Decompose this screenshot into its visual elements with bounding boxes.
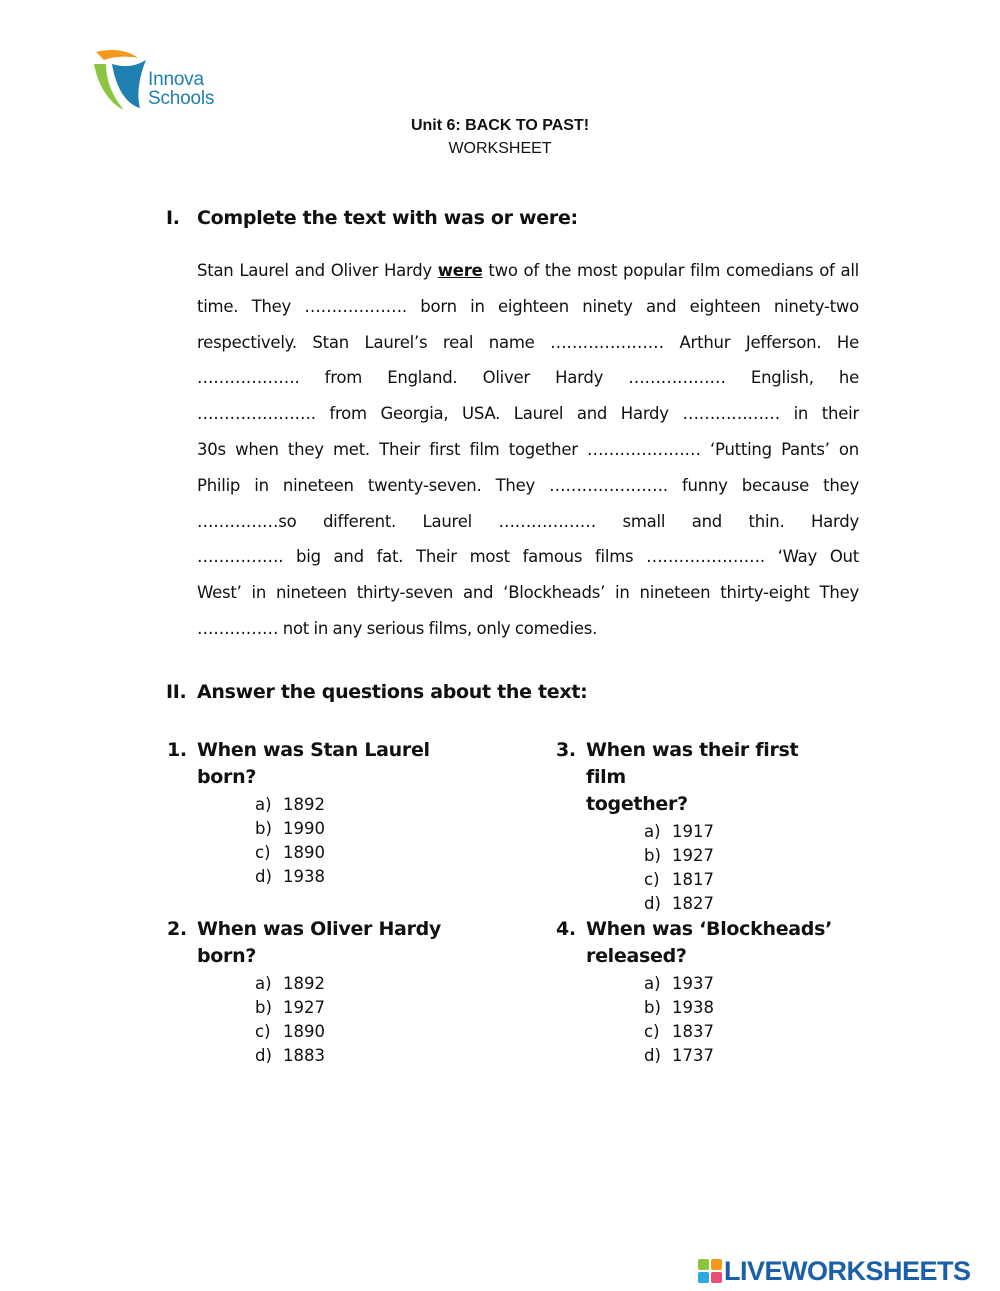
option-letter: d) [255, 867, 272, 886]
question-title [556, 916, 836, 970]
passage-line: …………… not in any serious films, only comedies. [197, 618, 598, 638]
passage-line: …………………. from Georgia, USA. Laurel and Hardy ……………… in their [197, 404, 859, 424]
question-text-line: When was Stan Laurel [197, 739, 430, 761]
option-value: 1837 [672, 1022, 714, 1041]
option-letter: d) [644, 894, 661, 913]
option-letter: c) [644, 870, 660, 889]
passage-line: ………………. from England. Oliver Hardy ……………… English, he [197, 368, 859, 388]
option-value: 1737 [672, 1046, 714, 1065]
option[interactable] [644, 972, 836, 996]
question-title [556, 737, 836, 818]
option[interactable] [255, 1044, 447, 1068]
option-value: 1990 [283, 819, 325, 838]
option-list [644, 820, 836, 916]
option[interactable] [255, 865, 447, 889]
option-value: 1883 [283, 1046, 325, 1065]
question-4 [556, 916, 836, 1068]
option[interactable] [644, 844, 836, 868]
option[interactable] [644, 892, 836, 916]
liveworksheets-icon [698, 1259, 722, 1283]
question-text-line: born? [197, 766, 257, 788]
watermark-text: LIVEWORKSHEETS [724, 1256, 971, 1286]
worksheet-subtitle: WORKSHEET [448, 140, 552, 157]
passage-line: time. They ………………. born in eighteen ninety and eighteen ninety-two [197, 296, 859, 316]
question-text-line: together? [586, 793, 688, 815]
question-number: 3. [556, 739, 576, 761]
section-1-title: Complete the text with was or were: [197, 207, 578, 229]
option-value: 1938 [283, 867, 325, 886]
option-value: 1892 [283, 974, 325, 993]
option-value: 1927 [672, 846, 714, 865]
question-text-line: When was Oliver Hardy [197, 918, 442, 940]
option-value: 1917 [672, 822, 714, 841]
option-letter: a) [644, 974, 661, 993]
option-value: 1817 [672, 870, 714, 889]
question-text-line: released? [586, 945, 687, 967]
option-value: 1937 [672, 974, 714, 993]
question-text-line: When was ‘Blockheads’ [586, 918, 833, 940]
question-2 [167, 916, 447, 1068]
option-value: 1938 [672, 998, 714, 1017]
option-letter: c) [255, 843, 271, 862]
passage-line: ……………so different. Laurel ……………… small and thin. Hardy [197, 511, 859, 531]
option[interactable] [255, 793, 447, 817]
option-value: 1927 [283, 998, 325, 1017]
passage-text: two of the most popular film comedians of all [482, 261, 859, 280]
question-title [167, 916, 447, 970]
option-letter: b) [644, 846, 661, 865]
example-answer: were [437, 261, 483, 280]
option-letter: b) [644, 998, 661, 1017]
question-3 [556, 737, 836, 916]
option[interactable] [644, 820, 836, 844]
option-list [255, 972, 447, 1068]
option-letter: a) [644, 822, 661, 841]
question-text-line: When was their first film [586, 739, 799, 788]
passage-text: Stan Laurel and Oliver Hardy [197, 261, 438, 280]
innova-leaf-icon [90, 46, 148, 116]
passage-line: West’ in nineteen thirty-seven and ‘Blockheads’ in nineteen thirty-eight They [197, 583, 859, 603]
question-1 [167, 737, 447, 889]
section-2-number: II. [166, 681, 187, 703]
option-letter: b) [255, 998, 272, 1017]
question-title [167, 737, 447, 791]
question-number: 2. [167, 918, 187, 940]
option-letter: c) [255, 1022, 271, 1041]
option-letter: b) [255, 819, 272, 838]
option-value: 1827 [672, 894, 714, 913]
passage-line: respectively. Stan Laurel’s real name ………………… Arthur Jefferson. He [197, 332, 859, 352]
option[interactable] [255, 841, 447, 865]
option-letter: c) [644, 1022, 660, 1041]
option[interactable] [644, 1020, 836, 1044]
option-letter: a) [255, 795, 272, 814]
section-1-heading [166, 207, 578, 229]
option[interactable] [644, 868, 836, 892]
option-value: 1890 [283, 1022, 325, 1041]
option-list [255, 793, 447, 889]
option[interactable] [255, 817, 447, 841]
question-number: 4. [556, 918, 576, 940]
option[interactable] [255, 996, 447, 1020]
passage [197, 253, 859, 647]
option-value: 1892 [283, 795, 325, 814]
option[interactable] [644, 1044, 836, 1068]
option-value: 1890 [283, 843, 325, 862]
unit-title: Unit 6: BACK TO PAST! [410, 117, 590, 134]
section-2-heading [166, 681, 587, 703]
option[interactable] [255, 972, 447, 996]
section-1-number: I. [166, 207, 180, 229]
passage-line [197, 253, 859, 289]
option-list [644, 972, 836, 1068]
logo-text [148, 70, 214, 108]
question-number: 1. [167, 739, 187, 761]
logo-line-1: Innova [148, 69, 204, 90]
passage-line: Philip in nineteen twenty-seven. They …………………. funny because they [197, 475, 859, 495]
option-letter: d) [255, 1046, 272, 1065]
question-text-line: born? [197, 945, 257, 967]
logo-line-2: Schools [148, 88, 215, 109]
passage-line: 30s when they met. Their first film together ………………… ‘Putting Pants’ on [197, 439, 859, 459]
option[interactable] [644, 996, 836, 1020]
option-letter: a) [255, 974, 272, 993]
section-2-title: Answer the questions about the text: [197, 681, 588, 703]
option-letter: d) [644, 1046, 661, 1065]
passage-line: ……………. big and fat. Their most famous films …………………. ‘Way Out [197, 547, 859, 567]
school-logo [90, 46, 240, 116]
option[interactable] [255, 1020, 447, 1044]
